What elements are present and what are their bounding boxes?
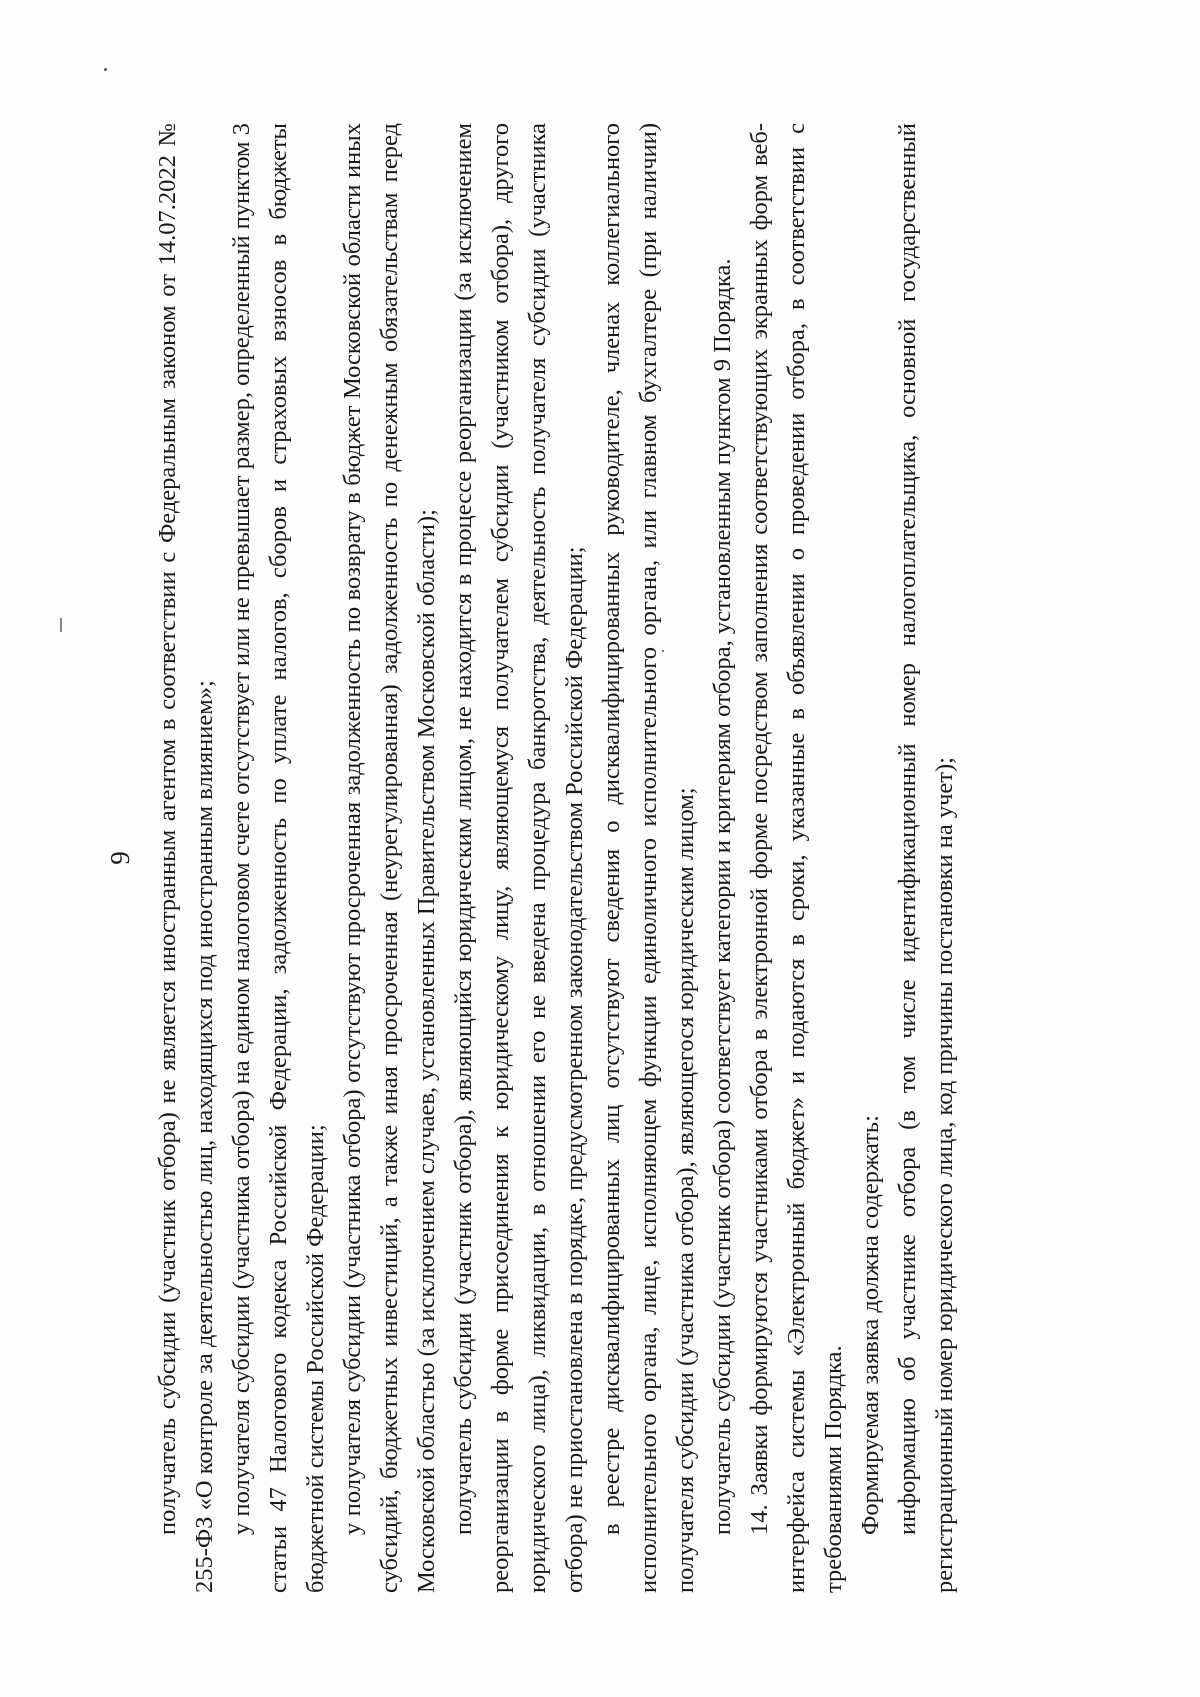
scan-speck (662, 650, 664, 652)
page-number: 9 (105, 851, 135, 865)
paragraph-participant-info: информацию об участнике отбора (в том числе идентификационный номер налогоплательщика, основной государственный регистрационный номер юридического лица, код причины постановки на учет); (894, 123, 958, 1593)
paragraph-reorganization: получатель субсидии (участник отбора), являющийся юридическим лицом, не находится в процессе реорганизации (за исключением реорганизации в форме присоединения к юридическому лицу, являющемуся получателем субсидии (участником отбора), другого юридического лица), ликвидации, в отношении его не введена процедура банкротства, деятельность получателя субсидии (участника отбора) не приостановлена в порядке, предусмотренном законодательством Российской Федерации; (450, 123, 588, 1593)
scan-mark (60, 618, 62, 632)
scan-speck (104, 68, 107, 71)
paragraph-disqualified-registry: в реестре дисквалифицированных лиц отсутствуют сведения о дисквалифицированных руководителе, членах коллегиального исполнительного органа, лице, исполняющем функции единоличного исполнительного органа, или главном бухгалтере (при наличии) получателя субсидии (участника отбора), являющегося юридическим лицом; (598, 123, 699, 1593)
paragraph-foreign-agent: получатель субсидии (участник отбора) не является иностранным агентом в соответствии с Федеральным законом от 14.07.2022 № 255-ФЗ «О контроле за деятельностью лиц, находящихся под иностранным влиянием»; (154, 123, 218, 1593)
paragraph-tax-debt: у получателя субсидии (участника отбора) на едином налоговом счете отсутствует или не превышает размер, определенный пунктом 3 статьи 47 Налогового кодекса Российской Федерации, задолженность по уплате налогов, сборов и страховых взносов в бюджеты бюджетной системы Российской Федерации; (228, 123, 329, 1593)
paragraph-overdue-debt: у получателя субсидии (участника отбора) отсутствуют просроченная задолженность по возврату в бюджет Московской области иных субсидий, бюджетных инвестиций, а также иная просроченная (неурегулированная) задолженность по денежным обязательствам перед Московской областью (за исключением случаев, установленных Правительством Московской области); (339, 123, 440, 1593)
paragraph-item-14: 14. Заявки формируются участниками отбора в электронной форме посредством заполнения соответствующих экранных форм веб-интерфейса системы «Электронный бюджет» и подаются в сроки, указанные в объявлении о проведении отбора, в соответствии с требованиями Порядка. (746, 123, 847, 1593)
paragraph-application-contents: Формируемая заявка должна содержать: (857, 1115, 884, 1535)
rotated-page-content (105, 123, 1095, 1593)
document-body (149, 123, 963, 1593)
paragraph-selection-criteria: получатель субсидии (участник отбора) соответствует категории и критериям отбора, установленным пунктом 9 Порядка. (709, 258, 736, 1535)
